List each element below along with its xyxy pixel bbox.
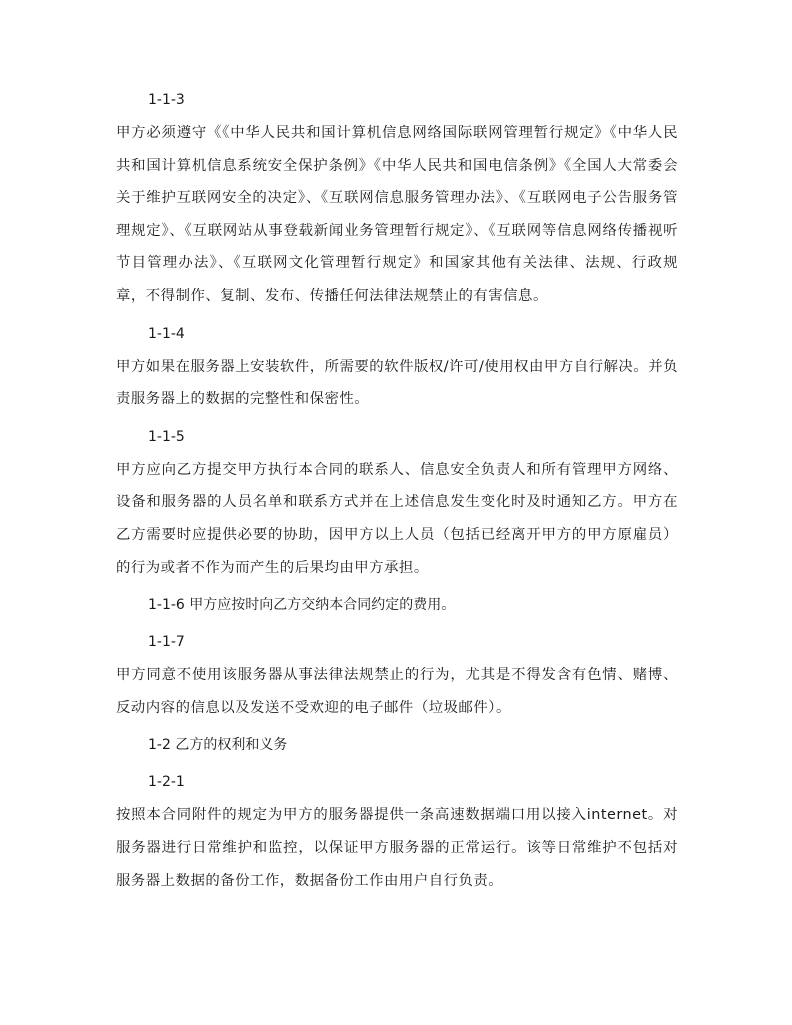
section-1-2-1 — [116, 766, 678, 897]
section-1-1-7 — [116, 626, 678, 724]
section-1-1-5 — [116, 421, 678, 584]
section-paragraph: 甲方应向乙方提交甲方执行本合同的联系人、信息安全负责人和所有管理甲方网络、设备和服务器的人员名单和联系方式并在上述信息发生变化时及时通知乙方。甲方在乙方需要时应提供必要的协助，因甲方以上人员（包括已经离开甲方的甲方原雇员）的行为或者不作为而产生的后果均由甲方承担。 — [116, 461, 678, 576]
section-heading: 1-1-6 甲方应按时向乙方交纳本合同约定的费用。 — [148, 597, 456, 614]
section-1-2 — [116, 729, 678, 762]
section-heading: 1-1-7 — [148, 634, 185, 651]
document-content — [116, 84, 678, 897]
section-1-1-6 — [116, 589, 678, 622]
section-heading: 1-2-1 — [148, 774, 185, 791]
section-paragraph: 甲方同意不使用该服务器从事法律法规禁止的行为，尤其是不得发含有色情、赌博、反动内容的信息以及发送不受欢迎的电子邮件（垃圾邮件）。 — [116, 667, 678, 716]
section-1-1-4 — [116, 318, 678, 416]
section-heading: 1-1-4 — [148, 325, 185, 342]
section-paragraph: 甲方如果在服务器上安装软件，所需要的软件版权/许可/使用权由甲方自行解决。并负责服务器上的数据的完整性和保密性。 — [116, 358, 678, 408]
section-paragraph: 按照本合同附件的规定为甲方的服务器提供一条高速数据端口用以接入internet。对服务器进行日常维护和监控，以保证甲方服务器的正常运行。该等日常维护不包括对服务器上数据的备份工作，数据备份工作由用户自行负责。 — [116, 807, 678, 889]
section-heading: 1-2 乙方的权利和义务 — [148, 737, 288, 754]
section-heading: 1-1-3 — [148, 92, 185, 108]
section-1-1-3 — [116, 84, 678, 313]
section-paragraph: 甲方必须遵守《《中华人民共和国计算机信息网络国际联网管理暂行规定》《中华人民共和国计算机信息系统安全保护条例》《中华人民共和国电信条例》《全国人大常委会关于维护互联网安全的决定》、《互联网信息服务管理办法》、《互联网电子公告服务管理规定》、《互联网站从事登载新闻业务管理暂行规定》、《互联网等信息网络传播视听节目管理办法》、《互联网文化管理暂行规定》和国家其他有关法律、法规、行政规章，不得制作、复制、发布、传播任何法律法规禁止的有害信息。 — [116, 125, 678, 304]
section-heading: 1-1-5 — [148, 428, 185, 445]
